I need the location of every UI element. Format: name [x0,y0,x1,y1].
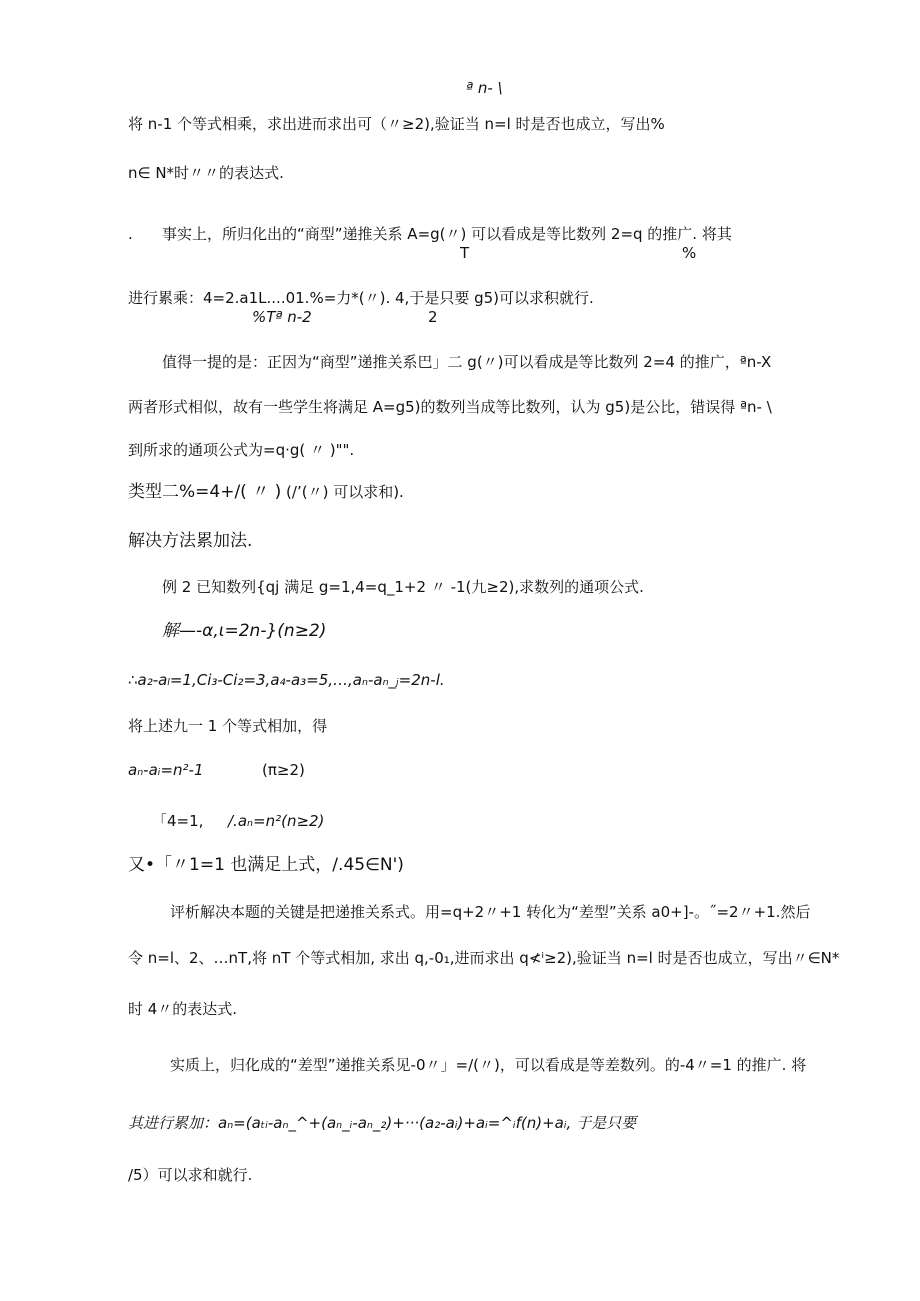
formula-line: 又•「〃1=1 也满足上式，/.45∈N') [128,855,404,875]
paragraph-line: n∈ N*时〃〃的表达式. [128,164,284,182]
section-heading-note: (/’(〃) 可以求和). [286,483,404,501]
subscript-fragment: %Tª n-2 [252,308,312,326]
paragraph-line: 事实上，所归化出的“商型”递推关系 A=g(〃) 可以看成是等比数列 2=q 的推广. 将其 [162,225,732,243]
method-heading: 解决方法累加法. [128,531,253,551]
paragraph-line: 将 n-1 个等式相乘，求出进而求出可（〃≥2),验证当 n=l 时是否也成立，写出% [128,115,665,133]
paragraph-line: 将上述九一 1 个等式相加，得 [128,717,328,735]
bullet-dot: . [128,225,133,243]
formula-fragment: ª n- \ [466,79,503,97]
paragraph-line: /5）可以求和就行. [128,1166,253,1184]
example-statement: 例 2 已知数列{qj 满足 g=1,4=q_1+2 〃 -1(九≥2),求数列的通项公式. [162,578,644,596]
section-heading-main: 类型二%=4+/( 〃 ) [128,482,282,502]
formula-line: aₙ-aᵢ=n²-1 [128,761,204,779]
subscript-fragment: T [460,244,470,262]
paragraph-line: 令 n=l、2、…nT,将 nT 个等式相加, 求出 q,-0₁,进而求出 q≮ⁱ≥2),验证当 n=l 时是否也成立，写出〃∈N* [128,949,840,967]
solution-line: 解—-α,ι=2n-}(n≥2) [162,621,327,641]
formula-line: /.aₙ=n²(n≥2) [228,812,325,830]
subscript-fragment: 2 [428,308,438,326]
formula-line: ∴a₂-aₗ=1,Ci₃-Ci₂=3,a₄-a₃=5,…,aₙ-aₙ_ⱼ=2n-l. [128,671,445,689]
section-heading [128,482,404,502]
paragraph-line: 评析解决本题的关键是把递推关系式。用=q+2〃+1 转化为“差型”关系 a0+]-。˝=2〃+1.然后 [170,903,811,921]
paragraph-line: 进行累乘：4=2.a1L....01.%=力*(〃). 4,于是只要 g5)可以求积就行. [128,289,594,307]
paragraph-line: 值得一提的是：正因为“商型”递推关系巴」二 g(〃)可以看成是等比数列 2=4 的推广，ªn-X [162,353,772,371]
formula-line: 其进行累加：aₙ=(aₜᵢ-aₙ_^+(aₙ_ᵢ-aₙ_₂)+···(a₂-aᵢ)+aᵢ=^ᵢf(n)+aᵢ, 于是只要 [128,1114,637,1132]
formula-line: 「4=1, [152,812,204,830]
paragraph-line: 时 4〃的表达式. [128,1000,238,1018]
formula-condition: (π≥2) [262,761,305,779]
subscript-fragment: % [682,244,697,262]
paragraph-line: 到所求的通项公式为=q·g( 〃 )"". [128,441,355,459]
paragraph-line: 两者形式相似，故有一些学生将满足 A=g5)的数列当成等比数列，认为 g5)是公比，错误得 ªn- \ [128,398,772,416]
paragraph-line: 实质上，归化成的“差型”递推关系见-0〃」=/(〃)，可以看成是等差数列。的-4〃=1 的推广. 将 [170,1056,807,1074]
